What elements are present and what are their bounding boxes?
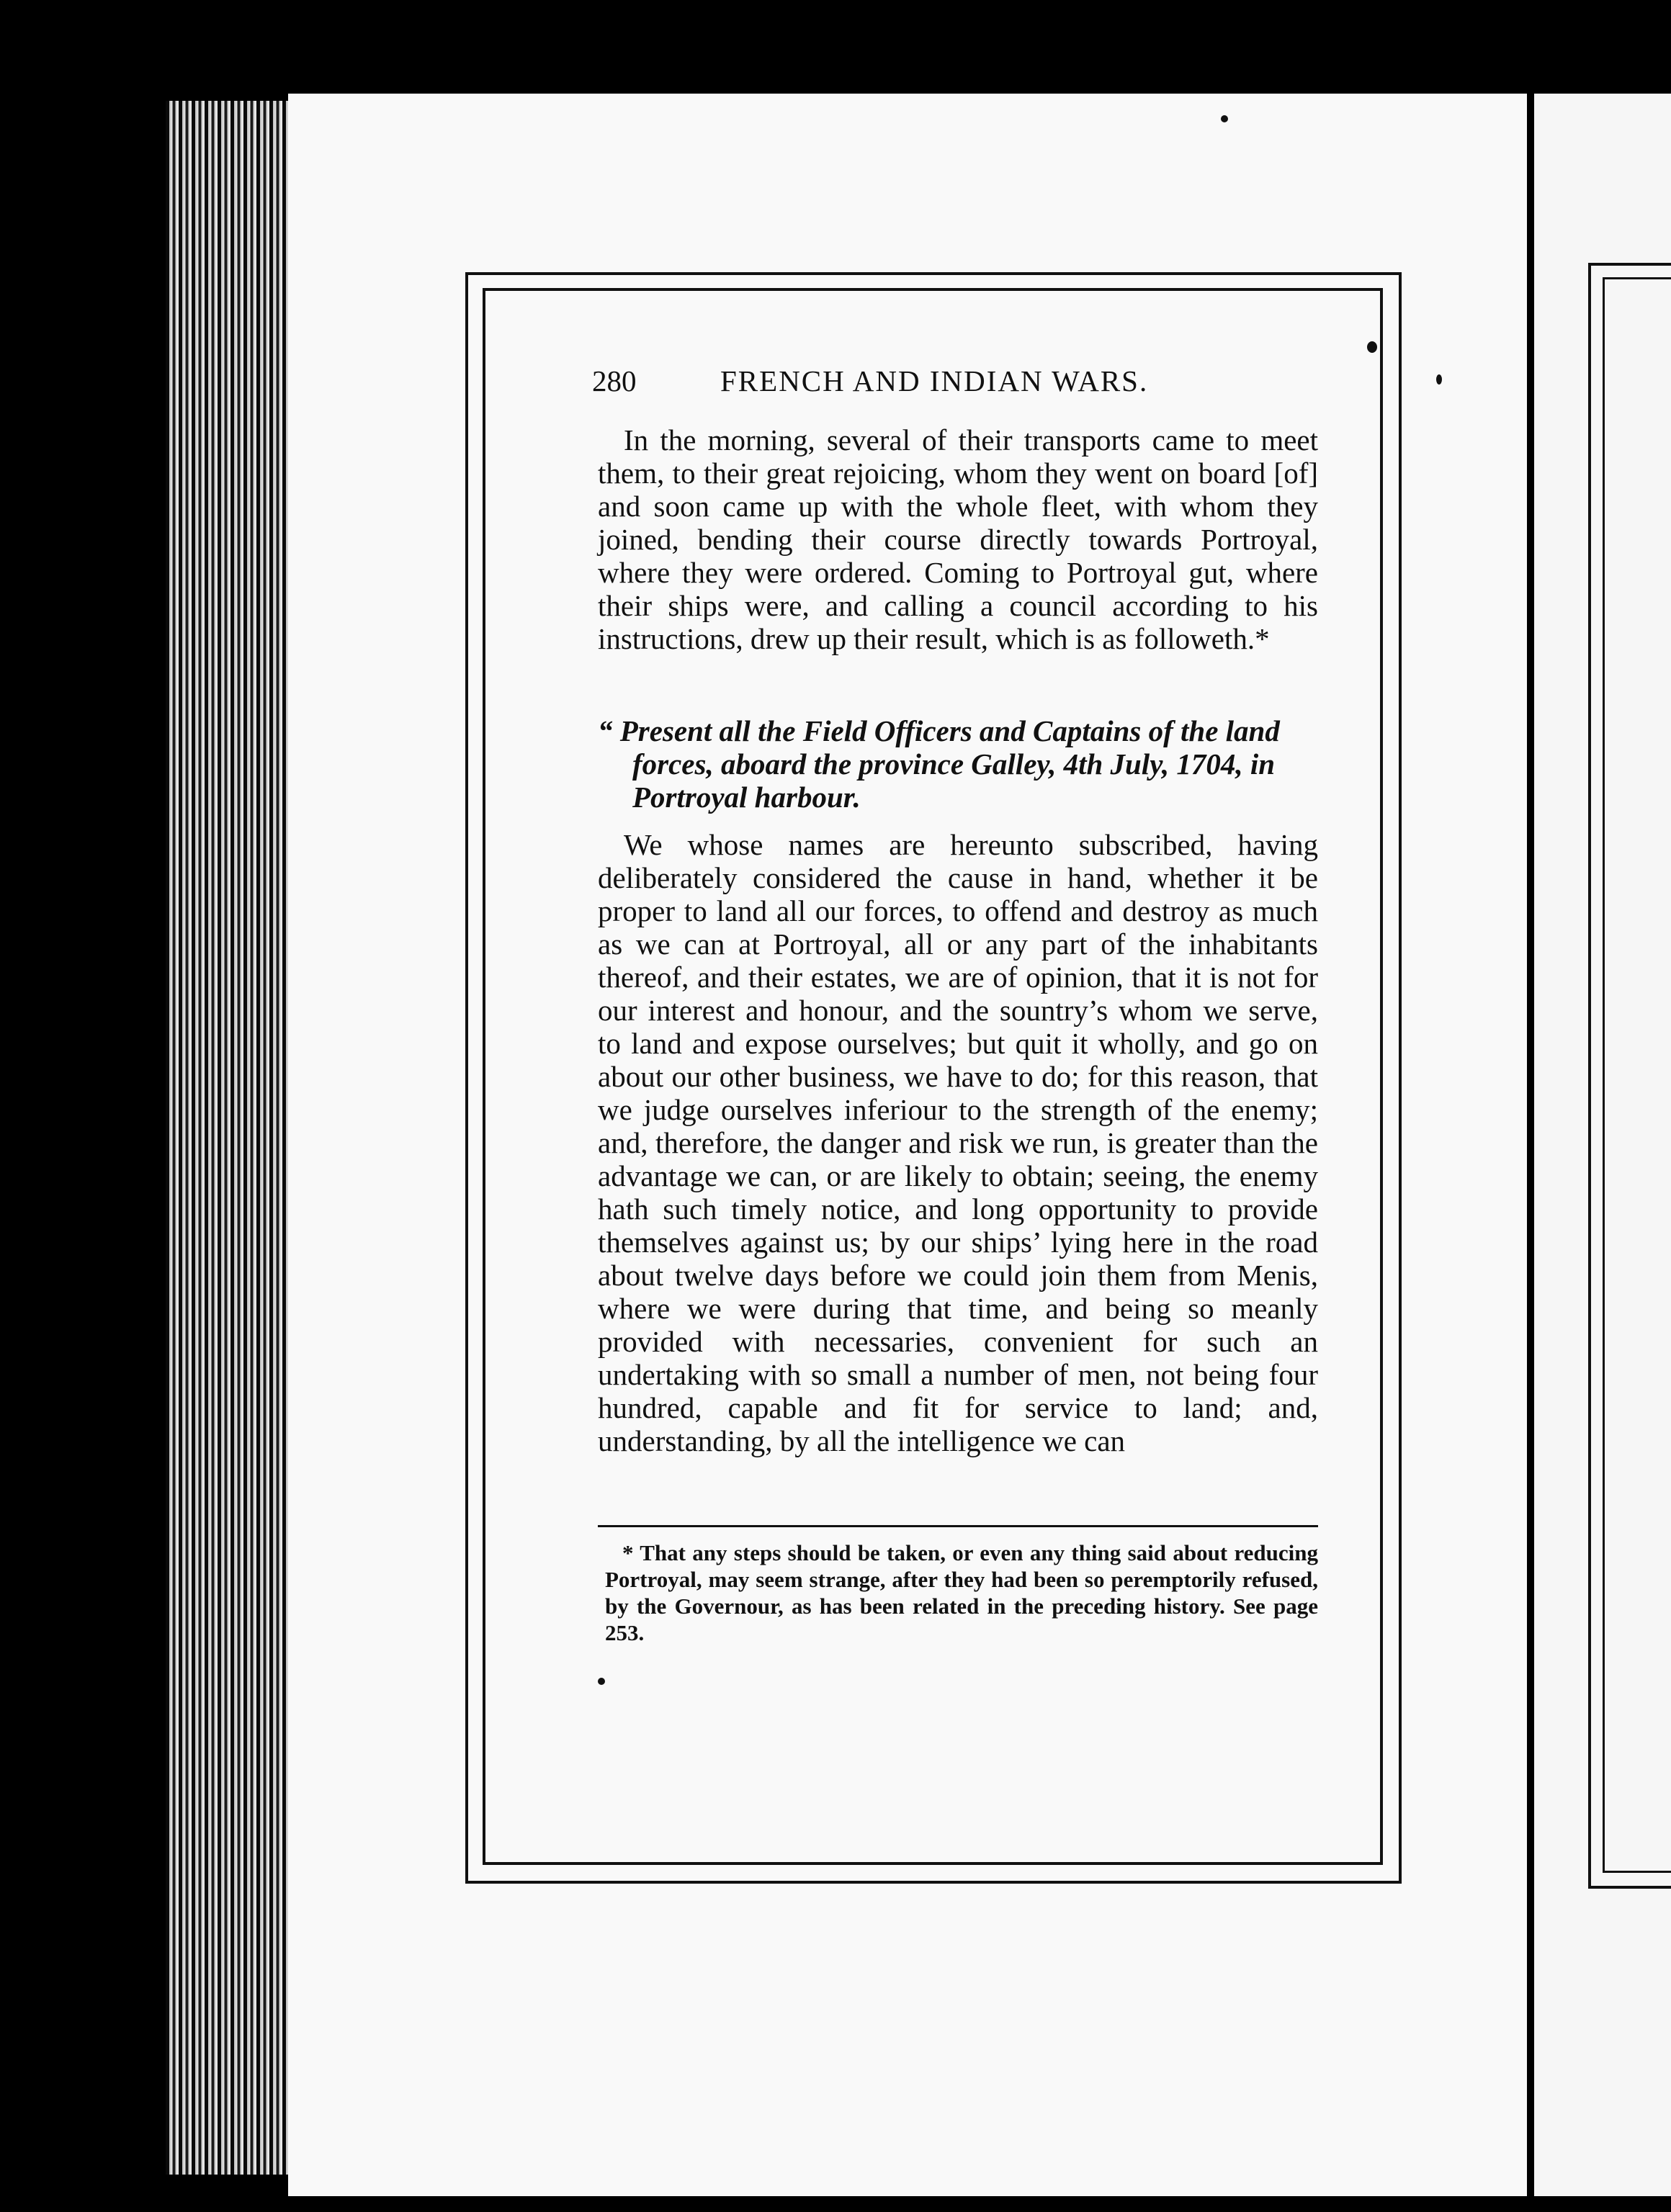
footnote: * That any steps should be taken, or even any thing said about reducing Portroyal, may seem strange, after they had been so peremptorily refused, by the Governour, as has been related in the preceding history. See page 253. [605, 1540, 1318, 1645]
body-paragraph-1: In the morning, several of their transports came to meet them, to their great rejoicing, whom they went on board [of] and soon came up with the whole fleet, with whom they joined, bending their course directly towards Portroyal, where they were ordered. Coming to Portroyal gut, where their ships were, and calling a council according to his instructions, drew up their result, which is as followeth.* [598, 423, 1318, 655]
running-header [592, 364, 1318, 407]
scan-speck [598, 1678, 605, 1685]
page-number: 280 [592, 364, 637, 397]
scan-speck [1436, 374, 1442, 385]
council-heading: “ Present all the Field Officers and Captains of the land forces, aboard the province Galley, 4th July, 1704, in Portroyal harbour. [598, 714, 1280, 814]
running-title: FRENCH AND INDIAN WARS. [720, 364, 1149, 397]
scan-speck [1221, 115, 1228, 122]
page-edges [166, 101, 295, 2175]
footnote-rule [598, 1525, 1318, 1527]
scan-speck [1367, 341, 1377, 353]
body-paragraph-2: We whose names are hereunto subscribed, having deliberately considered the cause in hand, whether it be proper to land all our forces, to offend and destroy as much as we can at Portroyal, all or any part of the inhabitants thereof, and their estates, we are of opinion, that it is not for our interest and honour, and the sountry’s whom we serve, to land and expose ourselves; but quit it wholly, and go on about our other business, we have to do; for this reason, that we judge ourselves inferiour to the strength of the enemy; and, therefore, the danger and risk we run, is greater than the advantage we can, or are likely to obtain; seeing, the enemy hath such timely notice, and long opportunity to provide themselves against us; by our ships’ lying here in the road about twelve days before we could join them from Menis, where we were during that time, and being so meanly provided with necessaries, convenient for such an undertaking with so small a number of men, not being four hundred, capable and fit for service to land; and, understanding, by all the intelligence we can [598, 828, 1318, 1457]
facing-page-border-inner [1603, 277, 1671, 1873]
